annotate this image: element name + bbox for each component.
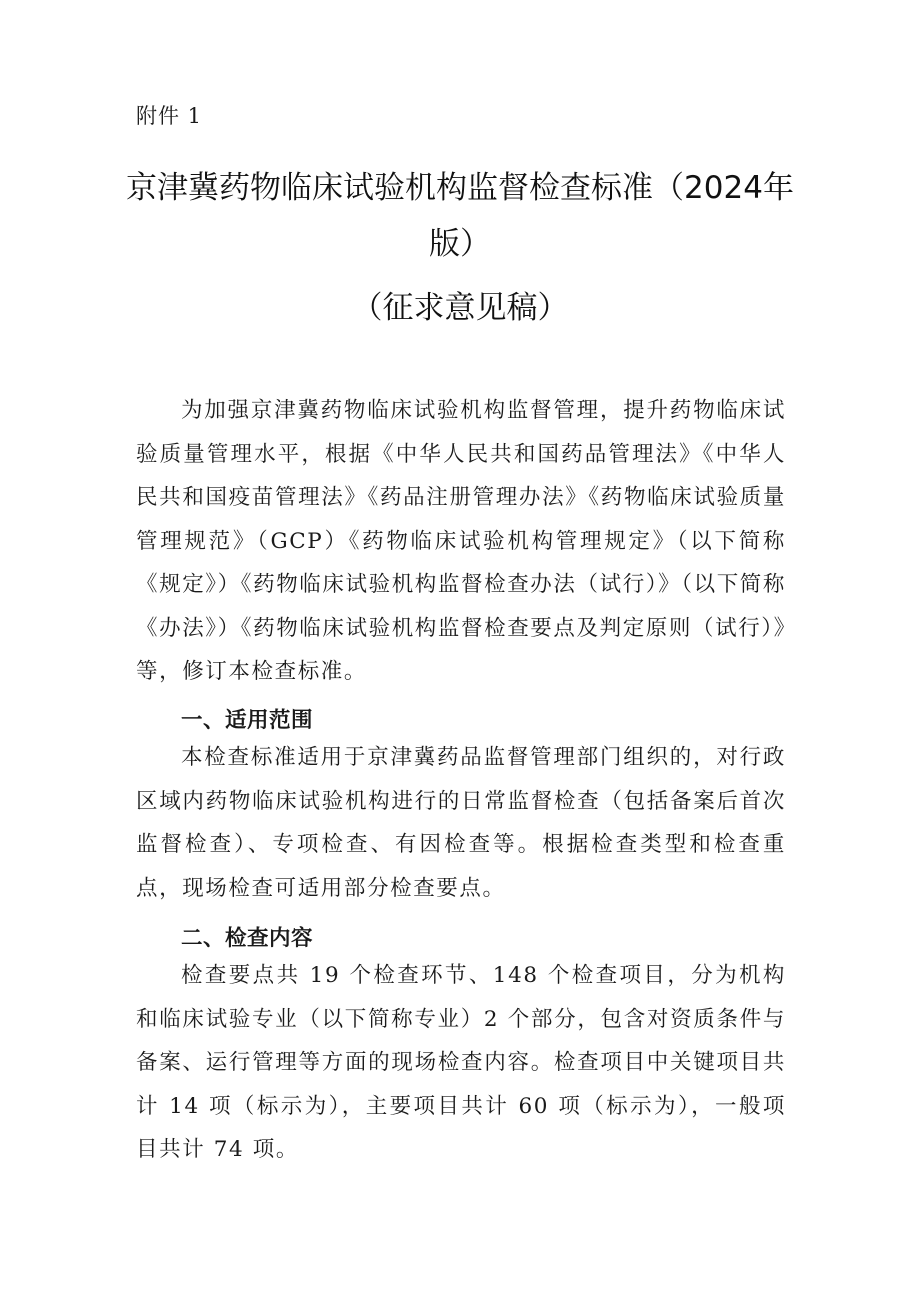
intro-paragraph: 为加强京津冀药物临床试验机构监督管理，提升药物临床试验质量管理水平，根据《中华人民共和国药品管理法》《中华人民共和国疫苗管理法》《药品注册管理办法》《药物临床试验质量管理规范》（GCP）《药物临床试验机构管理规定》（以下简称《规定》）《药物临床试验机构监督检查办法（试行）》（以下简称《办法》）《药物临床试验机构监督检查要点及判定原则（试行）》等，修订本检查标准。	[136, 398, 787, 684]
section-heading-content: 二、检查内容	[181, 926, 314, 951]
section-paragraph-content: 检查要点共 19 个检查环节、148 个检查项目，分为机构和临床试验专业（以下简称专业）2 个部分，包含对资质条件与备案、运行管理等方面的现场检查内容。检查项目中关键项目共计 14 项（标示为），主要项目共计 60 项（标示为），一般项目共计 74 项。	[136, 963, 786, 1162]
section-paragraph-scope: 本检查标准适用于京津冀药品监督管理部门组织的，对行政区域内药物临床试验机构进行的日常监督检查（包括备案后首次监督检查）、专项检查、有因检查等。根据检查类型和检查重点，现场检查可适用部分检查要点。	[136, 745, 786, 901]
section-heading-scope: 一、适用范围	[181, 708, 314, 733]
document-title: 京津冀药物临床试验机构监督检查标准（2024年版）	[126, 170, 794, 262]
document-subtitle: （征求意见稿）	[351, 290, 569, 326]
attachment-label: 附件 1	[136, 104, 203, 128]
